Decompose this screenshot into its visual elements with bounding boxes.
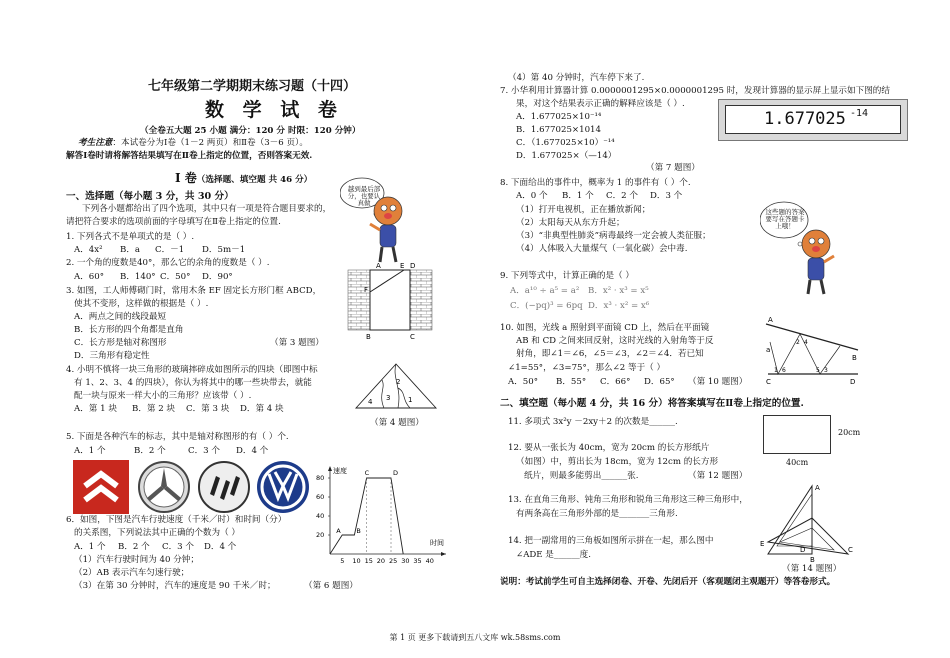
- q7-text-2: 果，对这个结果表示正确的解释应该是（ ）.: [516, 99, 685, 109]
- q7-caption: （第 7 题图）: [646, 163, 700, 173]
- graph6-point-B: B: [356, 527, 361, 535]
- q10-text-3: 射角，即∠1＝∠6，∠5＝∠3，∠2＝∠4．若已知: [516, 349, 704, 359]
- q11-text: 11. 多项式 3x²y －2xy＋2 的次数是______.: [508, 417, 678, 427]
- set-squares-figure: [760, 480, 860, 564]
- q6-text-1: 6．如图，下图是汽车行驶速度（千米／时）和时间（分）: [66, 515, 287, 525]
- fig3-label-e: E: [400, 262, 405, 270]
- q6-opt-c: C．3 个: [162, 542, 194, 552]
- q9-opt-c: C．(−pq)³ = 6pq: [510, 301, 583, 311]
- fig10-label-b: B: [852, 354, 857, 362]
- speech-bubble-1: 越到最后部分，也要认真做: [347, 185, 381, 208]
- q3-caption: （第 3 题图）: [270, 338, 324, 348]
- mirror-reflection-figure: [760, 312, 860, 388]
- fig14-label-d: D: [800, 546, 806, 554]
- page-footer: 第 1 页 更多下载请到五八文库 wk.58sms.com: [389, 633, 561, 642]
- fig3-label-b: B: [366, 333, 371, 341]
- q12-caption: （第 12 题图）: [688, 471, 748, 481]
- q10-caption: （第 10 题图）: [688, 377, 748, 387]
- q1-opt-c: C．－1: [155, 245, 185, 255]
- q14-text-1: 14. 把一副常用的三角板如图所示拼在一起，那么图中: [508, 536, 714, 546]
- q14-caption: （第 14 题图）: [782, 564, 842, 574]
- graph6-xtick-10: 10: [352, 557, 361, 565]
- q1-opt-b: B．a: [120, 245, 141, 255]
- exam-notice: 考生注意：本试卷分为Ⅰ卷（1－2 两页）和Ⅱ卷（3－6 页）。: [78, 138, 308, 148]
- buick-logo: [198, 460, 250, 514]
- fig10-label-d: D: [850, 378, 856, 386]
- q12-text-2: （如图）中，剪出长为 18cm，宽为 12cm 的长方形: [516, 457, 719, 467]
- fig14-label-a: A: [815, 484, 820, 492]
- q9-opt-a: A．a¹⁰ ÷ a⁵ = a²: [510, 286, 580, 296]
- section2-heading: 二、填空题（每小题 4 分，共 16 分）将答案填写在Ⅱ卷上指定的位置.: [500, 398, 804, 409]
- q13-text-2: 有两条高在三角形外部的是_______三角形.: [516, 509, 678, 519]
- q3-opt-b: B．长方形的四个角都是直角: [74, 325, 184, 335]
- fig14-label-e: E: [760, 540, 765, 548]
- q3-opt-c: C．长方形是轴对称图形: [74, 338, 167, 348]
- q5-opt-a: A．1 个: [74, 446, 106, 456]
- q10-opt-b: B．55°: [556, 377, 587, 387]
- q3-text-1: 3. 如图，工人师傅砌门时，常用木条 EF 固定长方形门框 ABCD，: [66, 286, 322, 296]
- q14-text-2: ∠ADE 是______度.: [516, 550, 592, 560]
- exam-title: 七年级第二学期期末练习题（十四）: [148, 79, 357, 94]
- graph6-xtick-15: 15: [364, 557, 373, 565]
- graph6-ytick-20: 20: [316, 531, 325, 539]
- q2-opt-a: A．60°: [74, 272, 105, 282]
- q6-statement-1: （1）汽车行驶时间为 40 分钟；: [74, 555, 199, 565]
- q12-text-3: 纸片，则最多能剪出______张.: [524, 471, 639, 481]
- exam-subject: 数 学 试 卷: [205, 99, 343, 121]
- part1-heading: Ⅰ 卷（选择题、填空题 共 46 分）: [175, 171, 313, 185]
- graph6-ytick-80: 80: [316, 474, 325, 482]
- q8-opt-d: D．3 个: [650, 191, 683, 201]
- q4-opt-a: A．第 1 块: [74, 404, 117, 414]
- q5-opt-c: C．3 个: [188, 446, 220, 456]
- q10-opt-d: D．65°: [644, 377, 675, 387]
- fig10-angle-6: 6: [782, 367, 786, 374]
- exam-instruction: 解答Ⅰ卷时请将解答结果填写在Ⅱ卷上指定的位置，否则答案无效.: [66, 151, 313, 161]
- q10-opt-a: A．50°: [508, 377, 539, 387]
- q3-opt-a: A．两点之间的线段最短: [74, 312, 167, 322]
- q4-opt-d: D．第 4 块: [240, 404, 284, 414]
- fig4-label-4: 4: [368, 398, 373, 406]
- fig10-angle-3: 3: [824, 367, 828, 374]
- q2-opt-c: C．50°: [160, 272, 191, 282]
- q10-text-1: 10. 如图，光线 a 照射到平面镜 CD 上，然后在平面镜: [500, 323, 710, 333]
- q6-statement-3: （3）在第 30 分钟时，汽车的速度是 90 千米／时；: [74, 581, 276, 591]
- q6-opt-b: B．2 个: [118, 542, 150, 552]
- calculator-number: 1.677025: [764, 109, 846, 129]
- q12-text-1: 12. 要从一张长为 40cm，宽为 20cm 的长方形纸片: [508, 443, 710, 453]
- fig4-label-1: 1: [408, 396, 413, 404]
- fig10-angle-4: 4: [804, 339, 808, 346]
- paper-rectangle: [763, 415, 831, 454]
- fig4-label-2: 2: [396, 378, 401, 386]
- q5-opt-d: D．4 个: [236, 446, 269, 456]
- door-frame-figure: [346, 260, 436, 342]
- q12-height-label: 20cm: [838, 428, 861, 437]
- q7-opt-b: B．1.677025×1014: [516, 125, 601, 135]
- q1-opt-d: D．5m－1: [202, 245, 246, 255]
- section1-heading: 一、选择题（每小题 3 分，共 30 分）: [66, 191, 234, 202]
- q9-text: 9. 下列等式中，计算正确的是（ ）: [500, 271, 634, 281]
- q8-statement-3: （3）“非典型性肺炎”病毒最终一定会被人类征服；: [516, 231, 711, 241]
- q8-opt-a: A．0 个: [516, 191, 548, 201]
- q2-opt-d: D．90°: [202, 272, 233, 282]
- q8-opt-c: C．2 个: [606, 191, 638, 201]
- fig3-label-f: F: [364, 286, 369, 294]
- fig14-label-b: B: [810, 556, 815, 564]
- section1-intro-2: 请把符合要求的选项前面的字母填写在Ⅱ卷上指定的位置.: [66, 217, 281, 227]
- q12-width-label: 40cm: [786, 458, 809, 467]
- q6-caption: （第 6 题图）: [304, 581, 358, 591]
- fig10-label-ray: a: [766, 346, 771, 354]
- mercedes-logo: [136, 460, 192, 514]
- q3-text-2: 使其不变形，这样做的根据是（ ）.: [74, 299, 209, 309]
- q8-statement-1: （1）打开电视机，正在播放新闻；: [516, 205, 651, 215]
- q6-statement-2: （2）AB 表示汽车匀速行驶；: [74, 568, 190, 578]
- q2-text: 2. 一个角的度数是40°，那么它的余角的度数是（ ）.: [66, 258, 270, 268]
- graph6-xtick-35: 35: [413, 557, 422, 565]
- graph6-xtick-40: 40: [425, 557, 434, 565]
- q8-text: 8. 下面给出的事件中，概率为 1 的事件有（ ）个.: [500, 178, 691, 188]
- fig10-angle-1: 1: [774, 367, 778, 374]
- exam-meta: （全卷五大题 25 小题 满分：120 分 时限：120 分钟）: [140, 126, 361, 136]
- fig14-label-c: C: [848, 546, 853, 554]
- q13-text-1: 13. 在直角三角形、钝角三角形和锐角三角形这三种三角形中，: [508, 495, 748, 505]
- fig10-label-c: C: [766, 378, 771, 386]
- q10-text-4: ∠1=55°，∠3=75°，那么∠2 等于（ ）: [508, 363, 666, 373]
- q4-text-3: 配一块与原来一样大小的三角形？应该带（ ）.: [74, 391, 252, 401]
- q7-opt-d: D．1.677025×（—14）: [516, 151, 617, 161]
- q4-text-1: 4. 小明不慎将一块三角形的玻璃摔碎成如图所示的四块（即图中标: [66, 365, 318, 375]
- graph6-xtick-25: 25: [389, 557, 398, 565]
- section1-intro-1: 下列各小题都给出了四个选项，其中只有一项是符合题目要求的，: [82, 204, 332, 214]
- graph6-point-D: D: [393, 469, 399, 477]
- broken-triangle-figure: [352, 360, 438, 412]
- fig10-label-a: A: [768, 316, 773, 324]
- q3-opt-d: D．三角形有稳定性: [74, 351, 150, 361]
- q8-statement-4: （4）人体吸入大量煤气（一氧化碳）会中毒.: [516, 244, 688, 254]
- q6-opt-a: A．1 个: [74, 542, 106, 552]
- volkswagen-logo: [254, 460, 312, 514]
- graph6-point-C: C: [364, 469, 370, 477]
- exam-note: 说明：考试前学生可自主选择闭卷、开卷、先闭后开（客观题闭主观题开）等答卷形式。: [500, 577, 836, 587]
- q6-statement-4: （4）第 40 分钟时，汽车停下来了.: [508, 73, 645, 83]
- q10-opt-c: C．66°: [600, 377, 631, 387]
- fig3-label-d: D: [410, 262, 416, 270]
- q4-caption: （第 4 题图）: [370, 418, 424, 428]
- q7-opt-c: C．（1.677025×10）⁻¹⁴: [516, 138, 615, 148]
- q7-opt-a: A．1.677025×10⁻¹⁴: [516, 112, 602, 122]
- graph6-xtick-30: 30: [401, 557, 410, 565]
- q9-opt-d: D．x³ · x² = x⁶: [588, 301, 650, 311]
- fig3-label-c: C: [410, 333, 415, 341]
- fig10-angle-2: 2: [796, 339, 800, 346]
- graph6-point-A: A: [336, 527, 341, 535]
- graph6-ytick-60: 60: [316, 493, 325, 501]
- graph6-ylabel: 速度: [333, 467, 347, 475]
- q4-opt-c: C．第 3 块: [186, 404, 230, 414]
- fig4-label-3: 3: [386, 394, 391, 402]
- q1-opt-a: A．4x²: [74, 245, 103, 255]
- q5-opt-b: B．2 个: [134, 446, 166, 456]
- q5-text: 5. 下面是各种汽车的标志，其中是轴对称图形的有（ ）个.: [66, 432, 289, 442]
- speech-bubble-2: 这些题的答案要写在答题卡上哦！: [765, 208, 805, 231]
- graph6-xtick-20: 20: [376, 557, 386, 565]
- q8-opt-b: B．1 个: [562, 191, 594, 201]
- calculator-exponent: -14: [850, 108, 869, 119]
- graph6-ytick-40: 40: [316, 512, 325, 520]
- q4-text-2: 有 1、2、3、4 的四块），你认为将其中的哪一些块带去，就能: [74, 378, 312, 388]
- q1-text: 1. 下列各式不是单项式的是（ ）.: [66, 232, 195, 242]
- q6-text-2: 的关系图，下列说法其中正确的个数为（ ）: [74, 528, 241, 538]
- calculator-display: [718, 99, 908, 141]
- fig10-angle-5: 5: [816, 367, 820, 374]
- q2-opt-b: B．140°: [120, 272, 156, 282]
- citroen-logo: [73, 460, 129, 514]
- graph6-xlabel: 时间: [430, 539, 444, 547]
- q8-statement-2: （2）太阳每天从东方升起；: [516, 218, 625, 228]
- graph6-xtick-5: 5: [340, 557, 345, 565]
- q6-opt-d: D．4 个: [204, 542, 237, 552]
- fig3-label-a: A: [376, 262, 381, 270]
- speed-time-graph: [306, 462, 448, 568]
- q9-opt-b: B．x² · x³ = x⁵: [588, 286, 649, 296]
- q4-opt-b: B．第 2 块: [132, 404, 176, 414]
- q10-text-2: AB 和 CD 之间来回反射，这时光线的入射角等于反: [516, 336, 714, 346]
- q7-text-1: 7. 小华利用计算器计算 0.0000001295×0.0000001295 时，发现计算器的显示屏上显示如下图的结: [500, 86, 890, 96]
